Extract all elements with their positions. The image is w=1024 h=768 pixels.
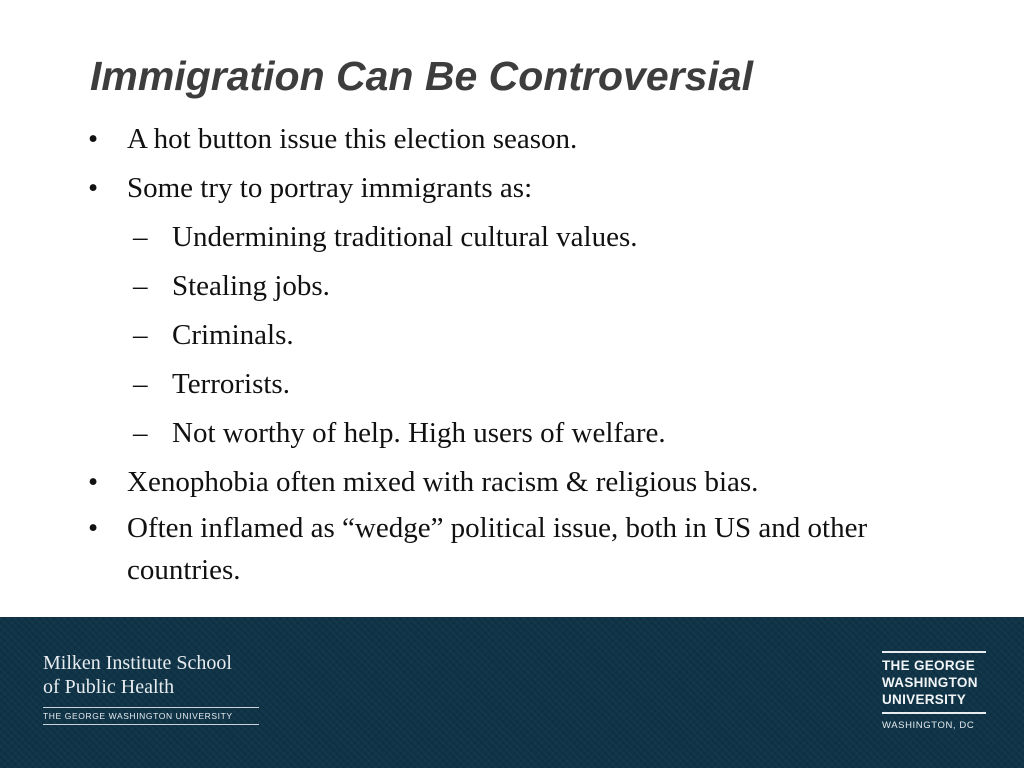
bullet-item xyxy=(0,507,1024,597)
gwu-logo-line2: WASHINGTON xyxy=(882,675,978,690)
bullet-marker: • xyxy=(88,512,99,544)
sub-bullet-item xyxy=(0,262,1024,311)
sub-bullet-text: Not worthy of help. High users of welfare. xyxy=(172,417,666,449)
bullet-list xyxy=(0,115,1024,597)
bullet-item xyxy=(0,458,1024,507)
milken-logo-subline: THE GEORGE WASHINGTON UNIVERSITY xyxy=(43,711,233,721)
bullet-text: Xenophobia often mixed with racism & religious bias. xyxy=(127,466,759,498)
gwu-logo-rule xyxy=(882,651,986,653)
sub-bullet-item xyxy=(0,311,1024,360)
sub-bullet-marker: – xyxy=(133,270,148,302)
footer-banner xyxy=(0,617,1024,768)
milken-logo-divider xyxy=(43,707,259,708)
gwu-logo xyxy=(882,651,988,731)
bullet-item xyxy=(0,164,1024,213)
milken-logo-divider xyxy=(43,724,259,725)
sub-bullet-text: Undermining traditional cultural values. xyxy=(172,221,638,253)
milken-logo-line1: Milken Institute School xyxy=(43,652,232,674)
sub-bullet-text: Stealing jobs. xyxy=(172,270,330,302)
sub-bullet-text: Terrorists. xyxy=(172,368,290,400)
sub-bullet-item xyxy=(0,213,1024,262)
bullet-text: Some try to portray immigrants as: xyxy=(127,172,533,204)
gwu-logo-line1: THE GEORGE xyxy=(882,658,976,673)
bullet-marker: • xyxy=(88,172,99,204)
gwu-logo-rule xyxy=(882,712,986,714)
bullet-text: A hot button issue this election season. xyxy=(127,123,578,155)
milken-logo-line2: of Public Health xyxy=(43,676,175,698)
sub-bullet-marker: – xyxy=(133,368,148,400)
milken-school-logo xyxy=(43,651,263,725)
sub-bullet-item xyxy=(0,360,1024,409)
sub-bullet-marker: – xyxy=(133,417,148,449)
sub-bullet-item xyxy=(0,409,1024,458)
slide-title: Immigration Can Be Controversial xyxy=(90,53,753,99)
sub-bullet-marker: – xyxy=(133,221,148,253)
bullet-marker: • xyxy=(88,123,99,155)
gwu-logo-city: WASHINGTON, DC xyxy=(882,720,975,731)
bullet-marker: • xyxy=(88,466,99,498)
gwu-logo-line3: UNIVERSITY xyxy=(882,692,967,707)
bullet-text: Often inflamed as “wedge” political issue, both in US and other countries. xyxy=(127,512,868,586)
sub-bullet-text: Criminals. xyxy=(172,319,294,351)
sub-bullet-marker: – xyxy=(133,319,148,351)
bullet-item xyxy=(0,115,1024,164)
